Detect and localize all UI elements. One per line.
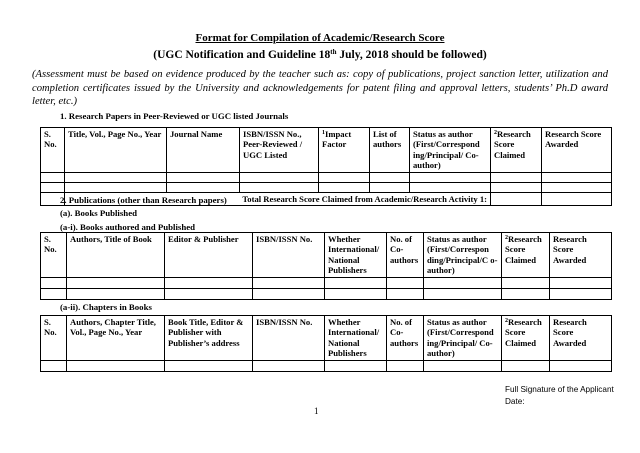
chapters-table	[40, 315, 612, 372]
header-cell: Status as author (First/Correspon ding/Principal/C o-author)	[424, 233, 502, 278]
section-2a-heading: (a). Books Published	[60, 208, 137, 218]
section-2aii-heading: (a-ii). Chapters in Books	[60, 302, 152, 312]
header-cell: Research Score Awarded	[542, 128, 612, 173]
header-cell: Research Score Awarded	[550, 233, 612, 278]
books-table	[40, 232, 612, 300]
table-row	[41, 182, 612, 192]
table-row	[41, 172, 612, 182]
header-cell: Status as author (First/Correspond ing/Principal/ Co-author)	[424, 316, 502, 361]
header-cell: S. No.	[41, 128, 65, 173]
header-cell: S. No.	[41, 233, 67, 278]
header-cell: Status as author (First/Correspond ing/Principal/ Co-author)	[410, 128, 491, 173]
section-1-heading: 1. Research Papers in Peer-Reviewed or UGC listed Journals	[60, 111, 289, 121]
section-2ai-heading: (a-i). Books authored and Published	[60, 222, 196, 232]
table-header-row	[41, 316, 612, 361]
header-cell: ISBN/ISSN No., Peer-Reviewed / UGC Listed	[240, 128, 319, 173]
table-header-row	[41, 233, 612, 278]
header-cell: Journal Name	[167, 128, 240, 173]
document-subtitle: (UGC Notification and Guideline 18th July, 2018 should be followed)	[153, 48, 487, 61]
page-number: 1	[314, 406, 319, 416]
signature-label: Full Signature of the Applicant	[505, 385, 614, 394]
table-row	[41, 288, 612, 299]
header-cell: ISBN/ISSN No.	[253, 316, 325, 361]
table-row	[41, 277, 612, 288]
header-cell: Authors, Title of Book	[67, 233, 165, 278]
header-cell: Authors, Chapter Title, Vol., Page No., Year	[67, 316, 165, 361]
header-cell: $^2$Research Score Claimed	[502, 316, 550, 361]
header-cell: $^2$Research Score Claimed	[491, 128, 542, 173]
header-cell: $^1$Impact Factor	[319, 128, 370, 173]
total-label: Total Research Score Claimed from Academic/Research Activity 1:	[65, 192, 491, 205]
header-cell: Whether International/ National Publishers	[325, 233, 387, 278]
header-cell: No. of Co-authors	[387, 233, 424, 278]
header-cell: Book Title, Editor & Publisher with Publisher’s address	[165, 316, 253, 361]
header-cell: S. No.	[41, 316, 67, 361]
header-cell: $^2$Research Score Claimed	[502, 233, 550, 278]
table-row	[41, 360, 612, 371]
table-header-row	[41, 128, 612, 173]
header-cell: Title, Vol., Page No., Year	[65, 128, 167, 173]
date-label: Date:	[505, 397, 525, 406]
header-cell: No. of Co-authors	[387, 316, 424, 361]
header-cell: Editor & Publisher	[165, 233, 253, 278]
section-2-heading: 2. Publications (other than Research papers)	[60, 195, 227, 205]
header-cell: Research Score Awarded	[550, 316, 612, 361]
header-cell: Whether International/ National Publishers	[325, 316, 387, 361]
header-cell: ISBN/ISSN No.	[253, 233, 325, 278]
document-title: Format for Compilation of Academic/Research Score	[195, 32, 445, 44]
header-cell: List of authors	[370, 128, 410, 173]
assessment-note: (Assessment must be based on evidence produced by the teacher such as: copy of publications, project sanction letter, utilization and completion certificates issued by the University and acknowledgements for patent filing and approval letters, students’ Ph.D award letter, etc.)	[32, 69, 608, 108]
